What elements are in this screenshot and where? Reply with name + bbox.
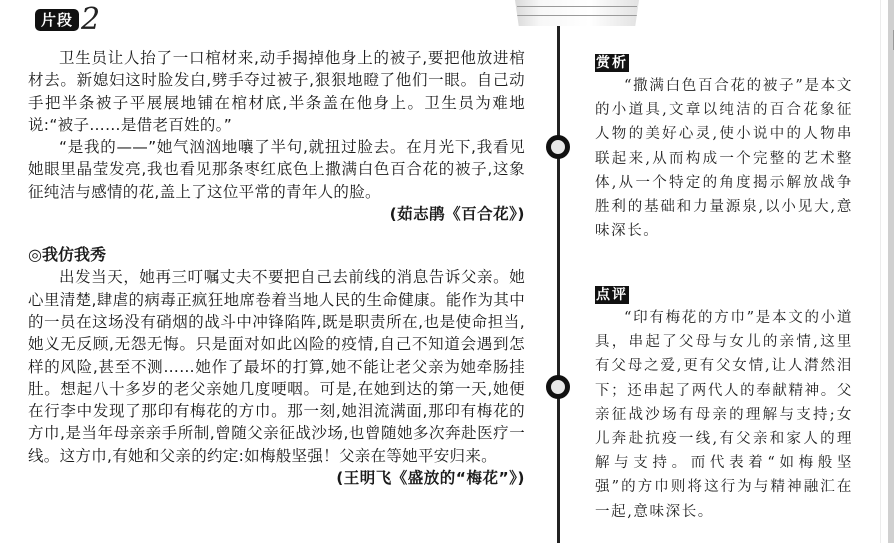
- imitation-heading: [28, 244, 525, 266]
- imitation-heading-text: 我仿我秀: [41, 245, 106, 265]
- imitation-paragraph: 出发当天，她再三叮嘱丈夫不要把自己去前线的消息告诉父亲。她心里清楚,肆虐的病毒正疯狂地席卷着当地人民的生命健康。能作为其中的一员在这场没有硝烟的战斗中冲锋陷阵,既是职责所在,也是使命担当,她义无反顾,无怨无悔。只是面对如此凶险的疫情,自己不知道会遇到怎样的风险,甚至不测……她作了最坏的打算,她不能让老父亲为她牵肠挂肚。想起八十多岁的老父亲她几度哽咽。可是,在她到达的第一天,她便在行李中发现了那印有梅花的方巾。那一刻,她泪流满面,那印有梅花的方巾,是当年母亲亲手所制,曾随父亲征战沙场,也曾随她多次奔赴医疗一线。这方巾,有她和父亲的约定:如梅般坚强！父亲在等她平安归来。: [28, 268, 525, 465]
- badge-label: 片段: [35, 9, 79, 31]
- comment-text: “印有梅花的方巾”是本文的小道具，串起了父母与女儿的亲情,这里有父母之爱,更有父女情,让人潸然泪下；还串起了两代人的奉献精神。父亲征战沙场有母亲的理解与支持;女儿奔赴抗疫一线,有父亲和家人的理解与支持。而代表着“如梅般坚强”的方巾则将这行为与精神融汇在一起,意味深长。: [595, 310, 853, 520]
- excerpt-citation: (茹志鹃《百合花》): [389, 205, 525, 224]
- scrollbar[interactable]: [888, 0, 894, 543]
- appreciation-text: “撒满白色百合花的被子”是本文的小道具,文章以纯洁的百合花象征人物的美好心灵,使小说中的人物串联起来,从而构成一个完整的艺术整体,从一个特定的角度揭示解放战争胜利的基础和力量源泉,以小见大,意味深长。: [595, 78, 853, 240]
- deco-line: [517, 15, 636, 16]
- ring-marker-icon: [546, 135, 570, 159]
- badge-number: 2: [81, 2, 101, 37]
- comment-tag: 点评: [596, 287, 628, 303]
- appreciation-box: [595, 52, 853, 243]
- excerpt-paragraph-1: 卫生员让人抬了一口棺材来,动手揭掉他身上的被子,要把他放进棺材去。新媳妇这时脸发白,劈手夺过被子,狠狠地瞪了他们一眼。自己动手把半条被子平展展地铺在棺材底,半条盖在他身上。卫生员为难地说:“被子……是借老百姓的。”: [28, 49, 525, 134]
- double-circle-icon: ◎: [28, 245, 42, 265]
- excerpt-paragraph-2: “是我的——”她气汹汹地嚷了半句,就扭过脸去。在月光下,我看见她眼里晶莹发亮,我也看见那条枣红底色上撒满白色百合花的被子,这象征纯洁与感情的花,盖上了这位平常的青年人的脸。: [28, 138, 525, 201]
- column-divider: [557, 26, 560, 543]
- appreciation-tag: 赏析: [596, 55, 628, 71]
- imitation-citation: (王明飞《盛放的“梅花”》): [336, 469, 525, 488]
- deco-line: [517, 6, 636, 7]
- top-decoration: [515, 0, 639, 26]
- comment-box: [595, 284, 853, 524]
- ring-marker-icon: [546, 375, 570, 399]
- page-edge: [880, 0, 881, 543]
- left-column: [28, 47, 525, 489]
